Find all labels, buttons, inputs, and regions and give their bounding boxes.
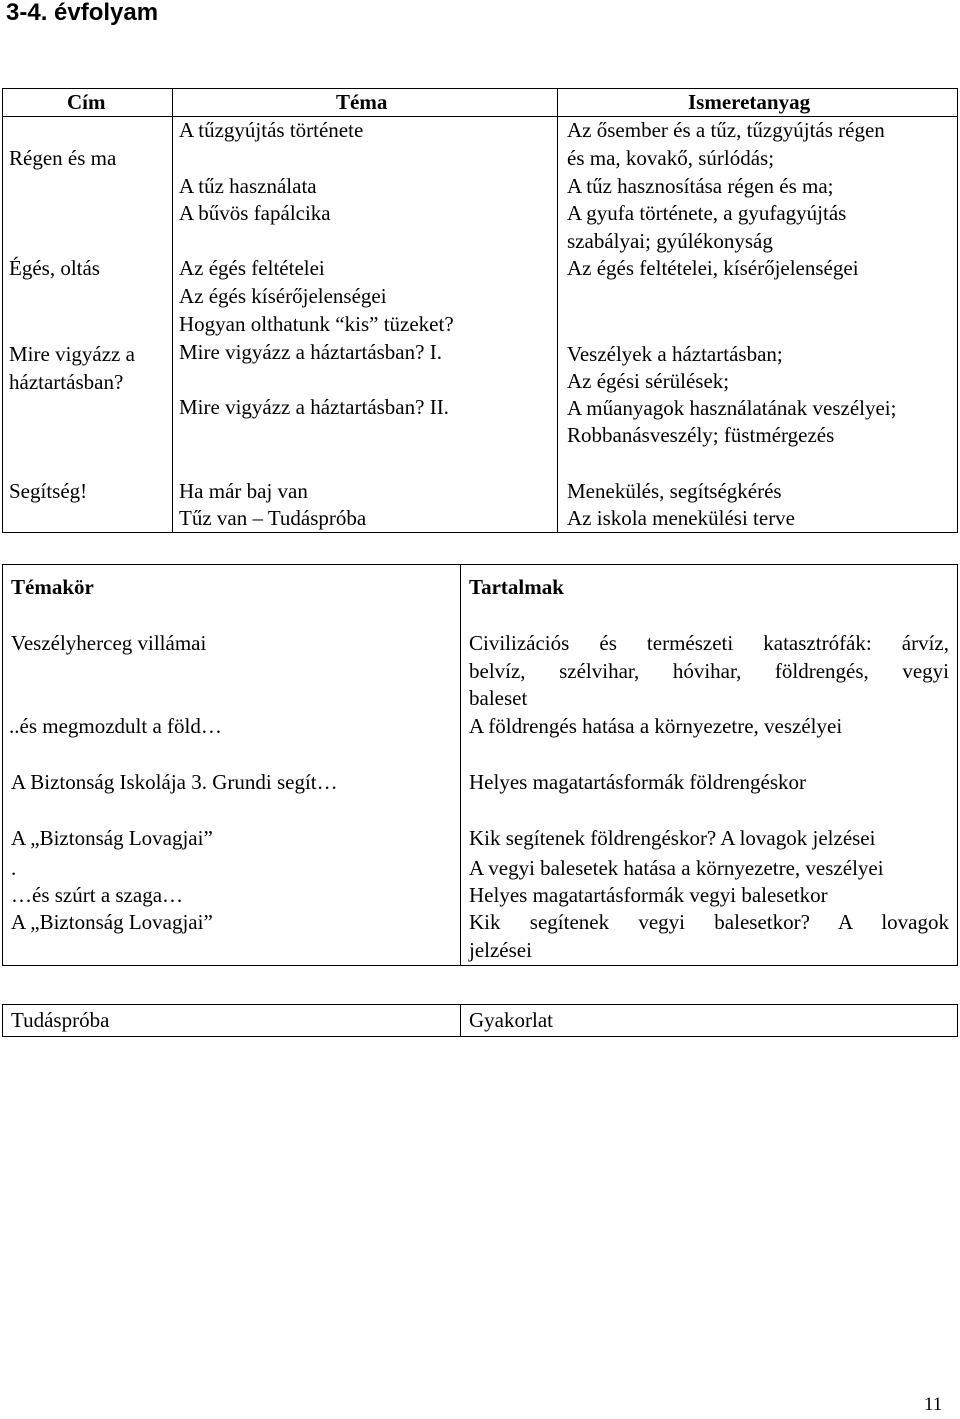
tartalmak-cell: Kik segítenek földrengéskor? A lovagok jelzései xyxy=(469,826,876,850)
ismeretanyag-cell: Az égési sérülések; xyxy=(567,369,730,393)
temakor-cell: …és szúrt a szaga… xyxy=(11,883,184,907)
ismeretanyag-cell: Az égés feltételei, kísérőjelenségei xyxy=(567,256,859,280)
cim-cell: Segítség! xyxy=(9,479,88,503)
tartalmak-cell: Civilizációs és természeti katasztrófák: árvíz, xyxy=(469,631,949,655)
temakor-cell: . xyxy=(11,856,17,880)
tema-cell: Tűz van – Tudáspróba xyxy=(179,506,367,530)
temakor-cell: A „Biztonság Lovagjai” xyxy=(11,826,213,850)
ismeretanyag-cell: szabályai; gyúlékonyság xyxy=(567,229,773,253)
tema-cell: Hogyan olthatunk “kis” tüzeket? xyxy=(179,312,454,336)
cim-cell: Égés, oltás xyxy=(9,256,100,280)
tartalmak-cell: Helyes magatartásformák vegyi balesetkor xyxy=(469,883,828,907)
temakor-cell: A Biztonság Iskolája 3. Grundi segít… xyxy=(11,770,338,794)
ismeretanyag-cell: A gyufa története, a gyufagyújtás xyxy=(567,201,847,225)
ismeretanyag-cell: A műanyagok használatának veszélyei; xyxy=(567,396,897,420)
tema-cell: A bűvös fapálcika xyxy=(179,201,331,225)
column-divider xyxy=(460,1005,461,1036)
temakor-cell: Veszélyherceg villámai xyxy=(11,631,207,655)
ismeretanyag-cell: Az ősember és a tűz, tűzgyújtás régen xyxy=(567,118,885,142)
tema-cell: Mire vigyázz a háztartásban? I. xyxy=(179,340,442,364)
column-divider xyxy=(460,565,461,965)
header-tema: Téma xyxy=(336,90,388,114)
tema-cell: Mire vigyázz a háztartásban? II. xyxy=(179,395,449,419)
tema-cell: Ha már baj van xyxy=(179,479,308,503)
header-temakor: Témakör xyxy=(11,575,94,599)
tartalmak-cell: belvíz, szélvihar, hóvihar, földrengés, vegyi xyxy=(469,659,949,683)
ismeretanyag-cell: A tűz hasznosítása régen és ma; xyxy=(567,174,834,198)
tema-cell: A tűz használata xyxy=(179,174,317,198)
column-divider xyxy=(557,89,558,532)
tartalmak-cell: baleset xyxy=(469,686,528,710)
tudaspróba-cell: Tudáspróba xyxy=(11,1008,110,1032)
page-number: 11 xyxy=(924,1394,943,1415)
tartalmak-cell: Kik segítenek vegyi balesetkor? A lovagok xyxy=(469,910,949,934)
tema-cell: Az égés kísérőjelenségei xyxy=(179,284,387,308)
ismeretanyag-cell: és ma, kovakő, súrlódás; xyxy=(567,146,775,170)
tartalmak-cell: Helyes magatartásformák földrengéskor xyxy=(469,770,807,794)
page-title: 3-4. évfolyam xyxy=(6,0,159,26)
tema-cell: Az égés feltételei xyxy=(179,256,325,280)
column-divider xyxy=(172,89,173,532)
tartalmak-cell: A földrengés hatása a környezetre, veszélyei xyxy=(469,714,843,738)
tema-cell: A tűzgyújtás története xyxy=(179,118,364,142)
ismeretanyag-cell: Menekülés, segítségkérés xyxy=(567,479,782,503)
curriculum-table xyxy=(2,88,958,533)
ismeretanyag-cell: Robbanásveszély; füstmérgezés xyxy=(567,423,835,447)
temakor-cell: ..és megmozdult a föld… xyxy=(9,714,222,738)
cim-cell: háztartásban? xyxy=(9,370,124,394)
header-cim: Cím xyxy=(67,90,106,114)
cim-cell: Mire vigyázz a xyxy=(9,342,135,366)
gyakorlat-cell: Gyakorlat xyxy=(469,1008,553,1032)
temakor-cell: A „Biztonság Lovagjai” xyxy=(11,910,213,934)
topics-table xyxy=(2,564,958,966)
ismeretanyag-cell: Az iskola menekülési terve xyxy=(567,506,796,530)
tartalmak-cell: jelzései xyxy=(469,938,532,962)
assessment-table xyxy=(2,1004,958,1037)
ismeretanyag-cell: Veszélyek a háztartásban; xyxy=(567,342,783,366)
cim-cell: Régen és ma xyxy=(9,146,117,170)
tartalmak-cell: A vegyi balesetek hatása a környezetre, veszélyei xyxy=(469,856,884,880)
header-tartalmak: Tartalmak xyxy=(469,575,564,599)
header-ismeretanyag: Ismeretanyag xyxy=(688,90,811,114)
